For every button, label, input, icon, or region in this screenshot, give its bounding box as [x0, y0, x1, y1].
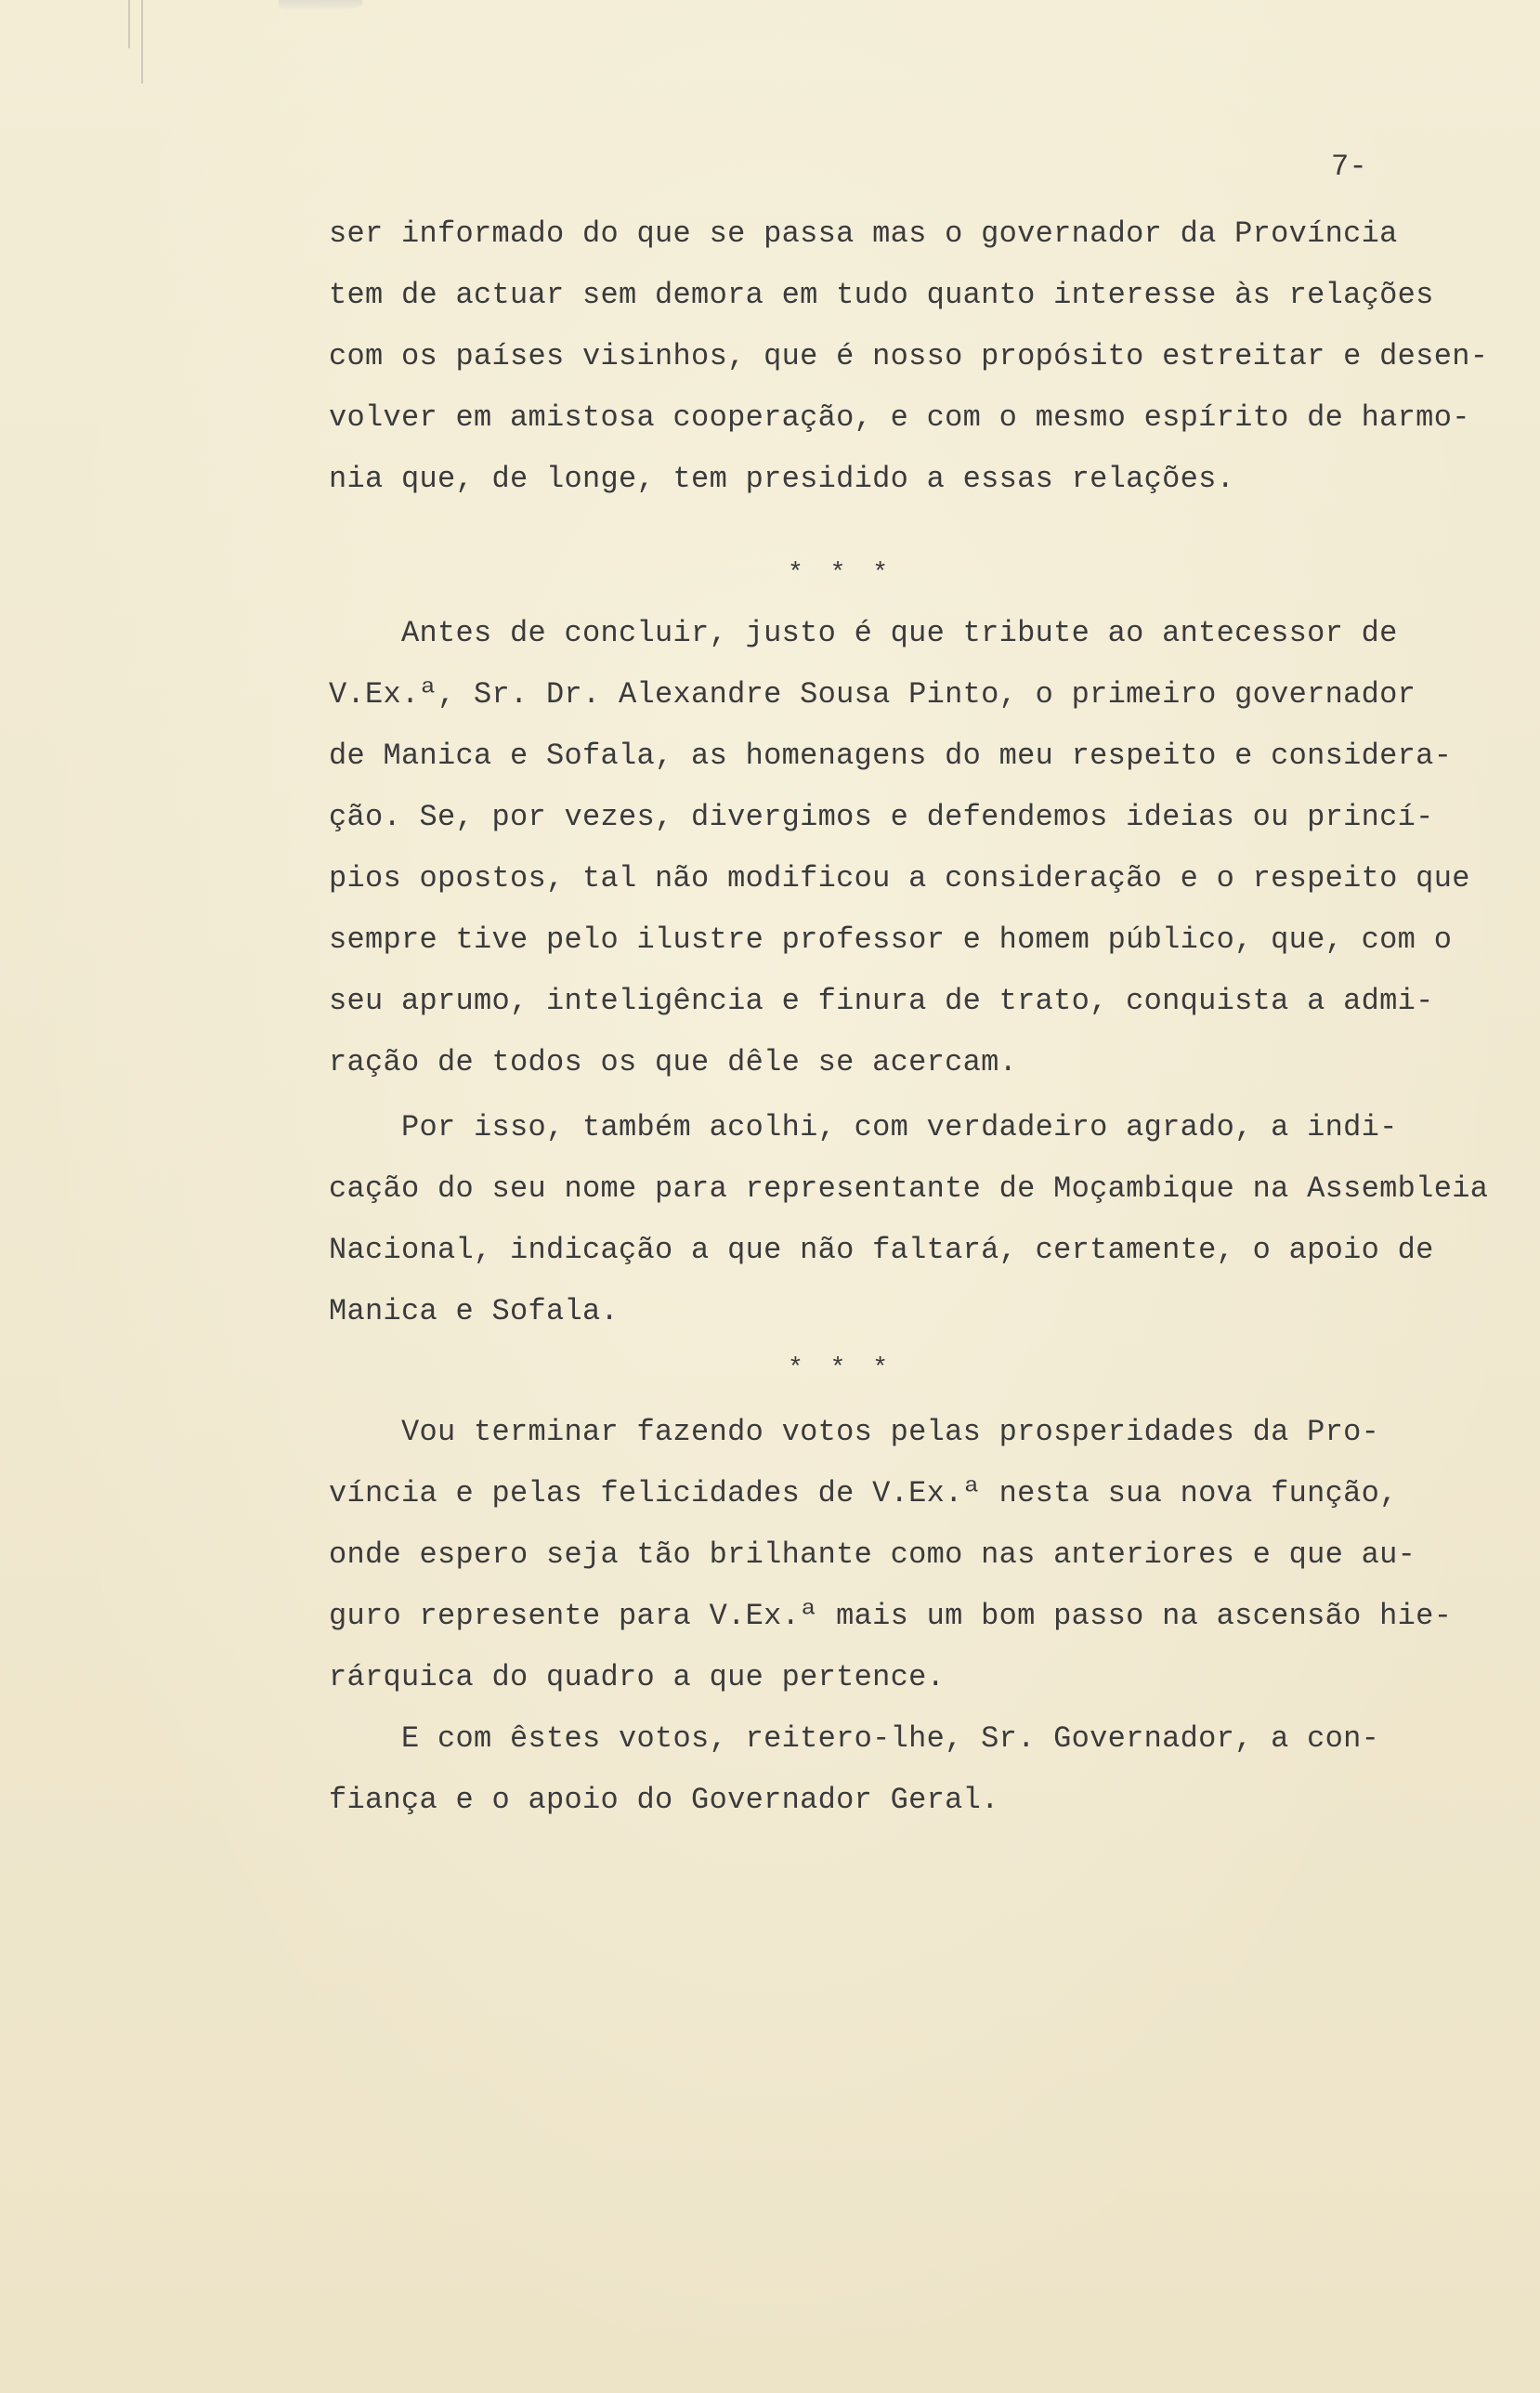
body-line: de Manica e Sofala, as homenagens do meu respeito e considera- — [329, 739, 1453, 773]
body-line: pios opostos, tal não modificou a consideração e o respeito que — [329, 861, 1470, 896]
body-line: cação do seu nome para representante de Moçambique na Assembleia — [329, 1171, 1489, 1206]
body-line: Nacional, indicação a que não faltará, certamente, o apoio de — [329, 1233, 1434, 1267]
body-line: tem de actuar sem demora em tudo quanto interesse às relações — [329, 278, 1434, 312]
body-line: ção. Se, por vezes, divergimos e defendemos ideias ou princí- — [329, 800, 1434, 834]
body-line: sempre tive pelo ilustre professor e homem público, que, com o — [329, 922, 1453, 957]
section-divider: * * * — [788, 1354, 894, 1383]
body-line: V.Ex.ª, Sr. Dr. Alexandre Sousa Pinto, o primeiro governador — [329, 677, 1416, 712]
margin-crease-mark — [128, 0, 130, 48]
section-divider: * * * — [788, 559, 894, 588]
page-number: 7- — [1331, 150, 1368, 184]
body-line: víncia e pelas felicidades de V.Ex.ª nesta sua nova função, — [329, 1476, 1398, 1510]
body-line: ração de todos os que dêle se acercam. — [329, 1045, 1018, 1079]
paper-wear-mark — [279, 0, 362, 11]
body-line: rárquica do quadro a que pertence. — [329, 1660, 946, 1694]
body-line: Manica e Sofala. — [329, 1294, 620, 1328]
body-line: Por isso, também acolhi, com verdadeiro agrado, a indi- — [329, 1110, 1398, 1144]
body-line: Vou terminar fazendo votos pelas prosperidades da Pro- — [329, 1415, 1380, 1449]
body-line: volver em amistosa cooperação, e com o mesmo espírito de harmo- — [329, 400, 1470, 435]
body-line: com os países visinhos, que é nosso propósito estreitar e desen- — [329, 339, 1489, 373]
body-line: ser informado do que se passa mas o governador da Província — [329, 216, 1398, 251]
body-line: Antes de concluir, justo é que tribute ao antecessor de — [329, 616, 1398, 650]
body-line: E com êstes votos, reitero-lhe, Sr. Governador, a con- — [329, 1721, 1380, 1756]
body-line: nia que, de longe, tem presidido a essas relações. — [329, 462, 1235, 496]
body-line: onde espero seja tão brilhante como nas anteriores e que au- — [329, 1537, 1416, 1572]
body-line: fiança e o apoio do Governador Geral. — [329, 1783, 999, 1817]
body-line: seu aprumo, inteligência e finura de trato, conquista a admi- — [329, 984, 1434, 1018]
margin-crease-mark — [141, 0, 143, 84]
body-line: guro represente para V.Ex.ª mais um bom passo na ascensão hie- — [329, 1599, 1453, 1633]
